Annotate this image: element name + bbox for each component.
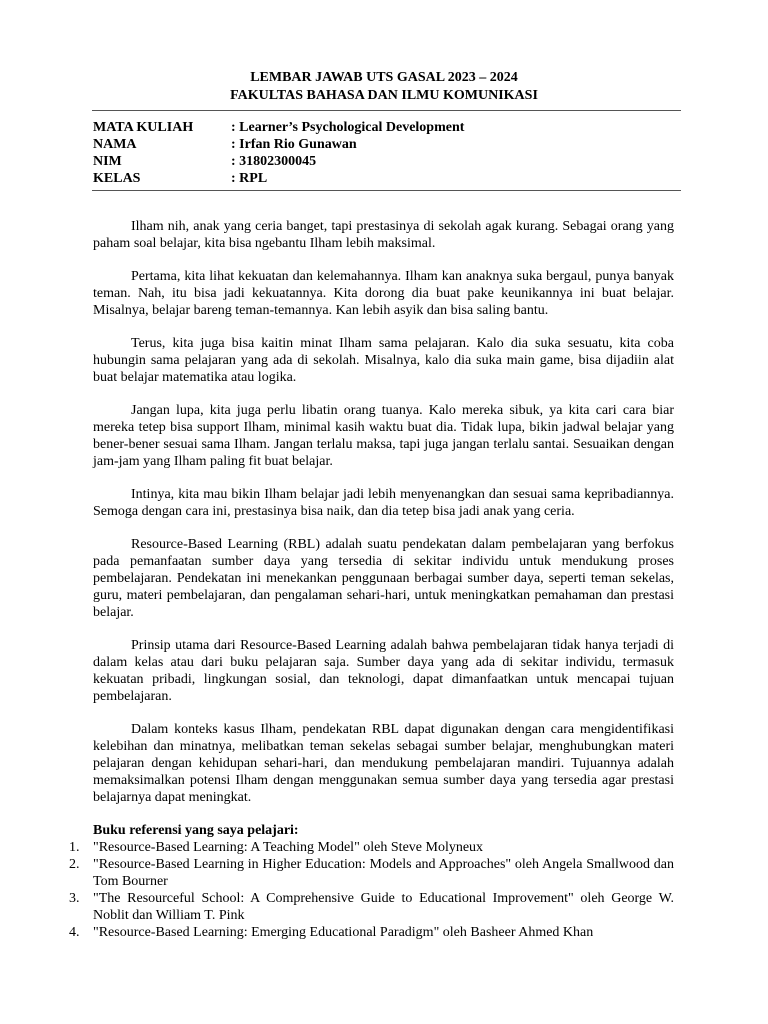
document-title: LEMBAR JAWAB UTS GASAL 2023 – 2024 xyxy=(250,70,518,85)
reference-number: 1. xyxy=(69,840,80,855)
reference-number: 3. xyxy=(69,891,80,906)
top-divider xyxy=(92,110,681,111)
paragraph: Intinya, kita mau bikin Ilham belajar jadi lebih menyenangkan dan sesuai sama kepribadiannya. Semoga dengan cara ini, prestasinya bisa naik, dan dia tetep bisa jadi anak yang ceria. xyxy=(93,487,674,519)
info-row-class xyxy=(93,170,464,187)
info-row-name xyxy=(93,136,464,153)
info-value: : RPL xyxy=(231,171,268,186)
student-info xyxy=(93,119,464,187)
reference-text: "Resource-Based Learning in Higher Education: Models and Approaches" oleh Angela Smallwood dan Tom Bourner xyxy=(93,857,674,889)
info-row-nim xyxy=(93,153,464,170)
info-value: : Learner’s Psychological Development xyxy=(231,120,465,135)
reference-text: "The Resourceful School: A Comprehensive Guide to Educational Improvement" oleh George W. Noblit dan William T. Pink xyxy=(93,891,674,923)
paragraph: Jangan lupa, kita juga perlu libatin orang tuanya. Kalo mereka sibuk, ya kita cari cara biar mereka tetep bisa support Ilham, minimal kasih waktu buat dia. Tidak lupa, bikin jadwal belajar yang bener-bener sesuai sama Ilham. Jangan terlalu maksa, tapi juga jangan terlalu santai. Sesuaikan dengan jam-jam yang Ilham paling fit buat belajar. xyxy=(93,403,674,469)
paragraph: Pertama, kita lihat kekuatan dan kelemahannya. Ilham kan anaknya suka bergaul, punya banyak teman. Nah, itu bisa jadi kekuatannya. Kita dorong dia buat pake keunikannya ini buat belajar. Misalnya, belajar bareng teman-temannya. Kan lebih asyik dan bisa saling bantu. xyxy=(93,269,674,318)
reference-text: "Resource-Based Learning: A Teaching Model" oleh Steve Molyneux xyxy=(93,840,484,855)
reference-item xyxy=(69,839,674,856)
info-label: NAMA xyxy=(93,137,137,152)
reference-number: 2. xyxy=(69,857,80,872)
bottom-divider xyxy=(92,190,681,191)
reference-item xyxy=(69,856,674,890)
info-row-course xyxy=(93,119,464,136)
paragraph: Ilham nih, anak yang ceria banget, tapi prestasinya di sekolah agak kurang. Sebagai orang yang paham soal belajar, kita bisa ngebantu Ilham lebih maksimal. xyxy=(93,219,674,251)
paragraph: Dalam konteks kasus Ilham, pendekatan RBL dapat digunakan dengan cara mengidentifikasi kelebihan dan minatnya, melibatkan teman sekelas sebagai sumber belajar, menghubungkan materi pelajaran dengan kehidupan sehari-hari, dan mendukung pembelajaran mandiri. Tujuannya adalah memaksimalkan potensi Ilham dengan menggunakan semua sumber daya yang tersedia agar prestasi belajarnya dapat meningkat. xyxy=(93,722,674,805)
info-label: KELAS xyxy=(93,171,141,186)
info-label: MATA KULIAH xyxy=(93,120,194,135)
paragraph: Resource-Based Learning (RBL) adalah suatu pendekatan dalam pembelajaran yang berfokus pada pemanfaatan sumber daya yang tersedia di sekitar individu untuk mendukung proses pembelajaran. Pendekatan ini menekankan penggunaan berbagai sumber daya, seperti teman sekelas, guru, materi pembelajaran, dan pengalaman sehari-hari, untuk meningkatkan pemahaman dan prestasi belajar. xyxy=(93,537,674,620)
paragraph: Prinsip utama dari Resource-Based Learning adalah bahwa pembelajaran tidak hanya terjadi di dalam kelas atau dari buku pelajaran saja. Sumber daya yang ada di sekitar individu, termasuk kekuatan pribadi, lingkungan sosial, dan teknologi, dapat dimanfaatkan untuk mencapai tujuan pembelajaran. xyxy=(93,638,674,704)
references-heading: Buku referensi yang saya pelajari: xyxy=(93,823,299,838)
reference-number: 4. xyxy=(69,925,80,940)
references-list xyxy=(69,839,674,941)
faculty-title: FAKULTAS BAHASA DAN ILMU KOMUNIKASI xyxy=(230,88,538,103)
answer-body xyxy=(69,218,674,941)
reference-item xyxy=(69,890,674,924)
info-label: NIM xyxy=(93,154,122,169)
reference-item xyxy=(69,924,674,941)
info-value: : Irfan Rio Gunawan xyxy=(231,137,357,152)
paragraph: Terus, kita juga bisa kaitin minat Ilham sama pelajaran. Kalo dia suka sesuatu, kita coba hubungin sama pelajaran yang ada di sekolah. Misalnya, kalo dia suka main game, bisa dijadiin alat buat belajar matematika atau logika. xyxy=(93,336,674,385)
info-value: : 31802300045 xyxy=(231,154,317,169)
reference-text: "Resource-Based Learning: Emerging Educational Paradigm" oleh Basheer Ahmed Khan xyxy=(93,925,594,940)
